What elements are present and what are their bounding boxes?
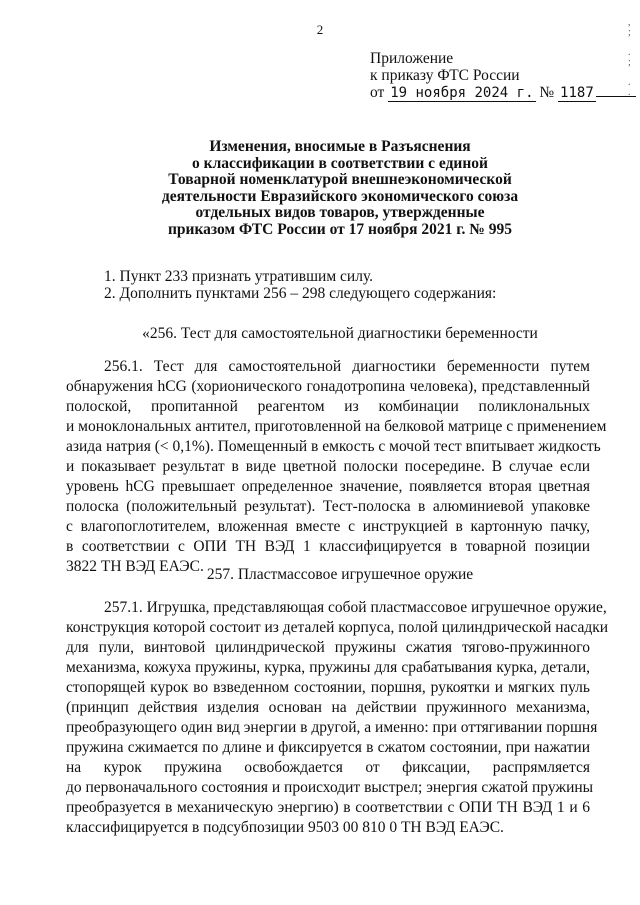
text-line: 3822 ТН ВЭД ЕАЭС. <box>66 558 204 575</box>
text-line: полоской, пропитанной реагентом из комбинации поликлональных <box>66 398 590 415</box>
text-line: конструкция которой состоит из деталей корпуса, полой цилиндрической насадки <box>66 619 609 636</box>
text-line: с влагопоглотителем, вложенная вместе с инструкцией в картонную пачку, <box>66 518 590 535</box>
text-line: механизма, кожуха пружины, курка, пружины для срабатывания курка, детали, <box>66 659 590 676</box>
appendix-order-ref: к приказу ФТС России <box>370 67 520 84</box>
amendment-item: 1. Пункт 233 признать утратившим силу. <box>104 268 374 285</box>
heading-line: отдельных видов товаров, утвержденные <box>195 204 485 221</box>
page-number: 2 <box>316 22 324 37</box>
heading-line: Изменения, вносимые в Разъяснения <box>209 138 471 155</box>
section-256-title: «256. Тест для самостоятельной диагностики беременности <box>142 325 538 342</box>
text-line: классифицируется в подсубпозиции 9503 00 810 0 ТН ВЭД ЕАЭС. <box>66 819 504 836</box>
text-line: 256.1. Тест для самостоятельной диагностики беременности путем <box>104 358 590 375</box>
text-line: пружина сжимается по длине и фиксируется в сжатом состоянии, при нажатии <box>66 739 590 756</box>
text-line: уровень hCG превышает определенное значение, появляется вторая цветная <box>66 478 590 495</box>
appendix-block <box>370 50 636 102</box>
heading-line: Товарной номенклатурой внешнеэкономической <box>168 171 512 188</box>
text-line: преобразующего один вид энергии в другой, а именно: при оттягивании поршня <box>66 719 598 736</box>
order-date: 19 ноября 2024 г. <box>390 85 534 101</box>
document-heading <box>90 139 590 238</box>
text-line: и показывает результат в виде цветной полоски посередине. В случае если <box>66 458 590 475</box>
text-line: преобразуется в механическую энергию) в соответствии с ОПИ ТН ВЭД 1 и 6 <box>66 799 590 816</box>
text-line: полоска (положительный результат). Тест-полоска в алюминиевой упаковке <box>66 498 590 515</box>
text-line: и моноклональных антител, приготовленной на белковой матрице с применением <box>66 418 607 435</box>
heading-line: приказом ФТС России от 17 ноября 2021 г. № 995 <box>167 220 513 238</box>
text-line: 257.1. Игрушка, представляющая собой пластмассовое игрушечное оружие, <box>104 599 607 616</box>
heading-line: о классификации в соответствии с единой <box>192 154 488 172</box>
text-line: до первоначального состояния и происходит выстрел; энергия сжатой пружины <box>66 779 594 796</box>
text-line: стопорящей курок во взведенном состоянии, поршня, рукоятки и мягких пуль <box>66 679 590 696</box>
section-257-title: 257. Пластмассовое игрушечное оружие <box>206 566 474 583</box>
section-256-text <box>66 357 607 577</box>
appendix-date-line <box>370 84 636 102</box>
amendment-items <box>104 268 496 302</box>
text-line: азида натрия (< 0,1%). Помещенный в емкость с мочой тест впитывает жидкость <box>66 438 601 455</box>
number-prefix: № <box>539 84 555 101</box>
text-line: для пули, винтовой цилиндрической пружины сжатия тягово-пружинного <box>66 639 590 656</box>
scan-edge-marks: , ; . ; . . <box>628 17 631 98</box>
text-line: обнаружения hCG (хорионического гонадотропина человека), представленный <box>66 378 590 395</box>
text-line: (принцип действия изделия основан на действии пружинного механизма, <box>66 699 590 716</box>
text-line: в соответствии с ОПИ ТН ВЭД 1 классифицируется в товарной позиции <box>66 538 590 555</box>
order-number: 1187 <box>560 85 594 101</box>
section-257-text <box>66 598 609 838</box>
date-prefix: от <box>370 84 385 101</box>
underline-tail <box>596 84 636 97</box>
text-line: на курок пружина освобождается от фиксации, распрямляется <box>66 759 590 776</box>
appendix-title: Приложение <box>370 50 454 67</box>
amendment-item: 2. Дополнить пунктами 256 – 298 следующего содержания: <box>104 285 497 302</box>
heading-line: деятельности Евразийского экономического союза <box>161 187 519 205</box>
